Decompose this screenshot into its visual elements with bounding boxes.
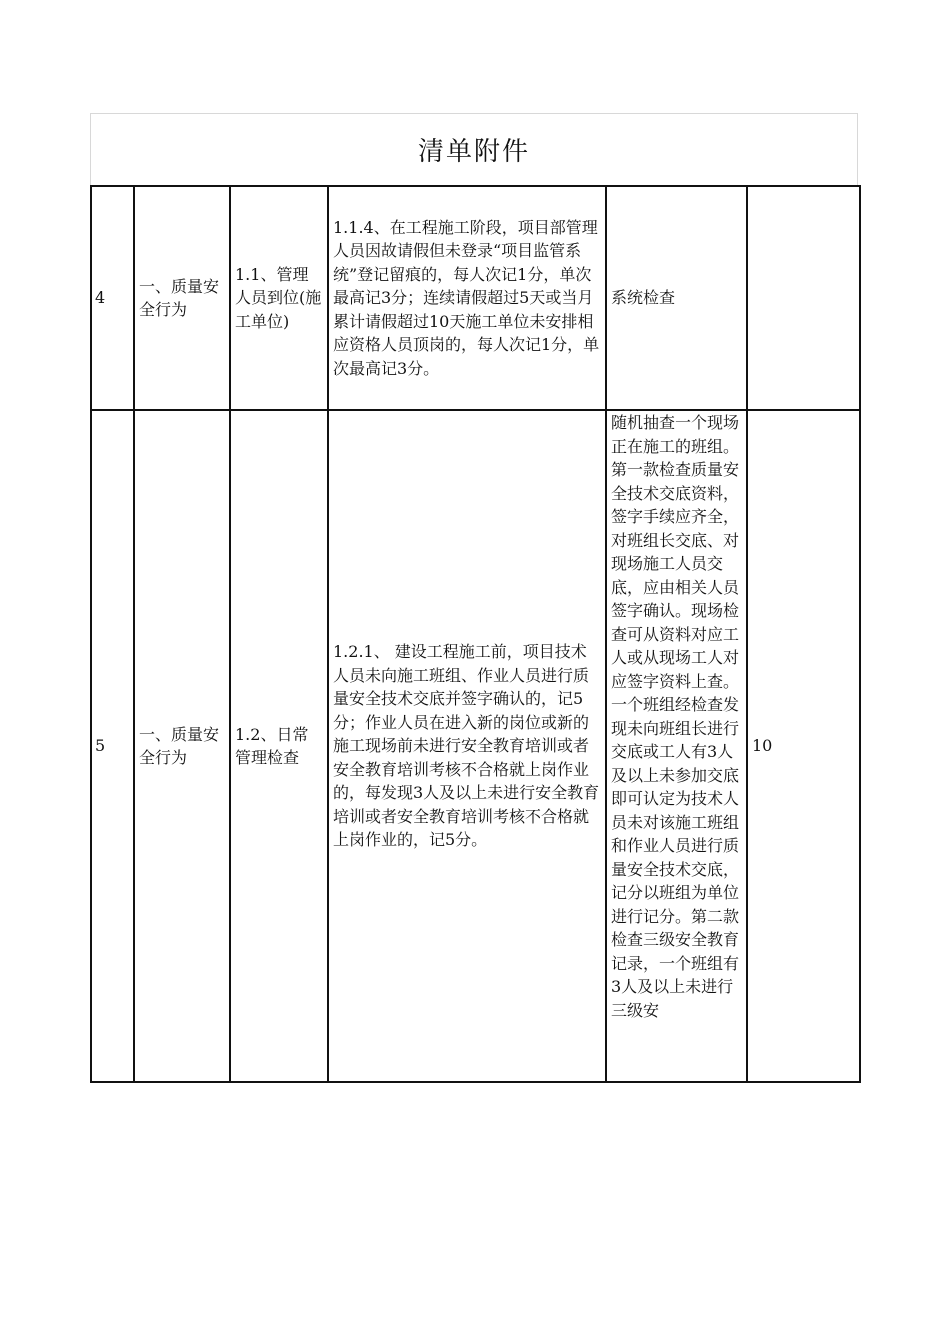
sheet-title: 清单附件: [90, 113, 858, 185]
table-row: [91, 186, 860, 410]
category-cell: 一、质量安全行为: [134, 186, 230, 410]
item-cell: 1.1、管理人员到位(施工单位): [230, 186, 328, 410]
method-cell: 系统检查: [606, 186, 747, 410]
row-number: 4: [91, 186, 134, 410]
checklist-table: [90, 185, 861, 1083]
table-row: [91, 410, 860, 1082]
item-cell: 1.2、日常管理检查: [230, 410, 328, 1082]
standard-cell: 1.1.4、在工程施工阶段，项目部管理人员因故请假但未登录“项目监管系统”登记留痕的，每人次记1分，单次最高记3分；连续请假超过5天或当月累计请假超过10天施工单位未安排相应资格人员顶岗的，每人次记1分，单次最高记3分。: [328, 186, 606, 410]
score-cell: [747, 186, 860, 410]
standard-cell: 1.2.1、 建设工程施工前，项目技术人员未向施工班组、作业人员进行质量安全技术交底并签字确认的，记5分；作业人员在进入新的岗位或新的施工现场前未进行安全教育培训或者安全教育培训考核不合格就上岗作业的，每发现3人及以上未进行安全教育培训或者安全教育培训考核不合格就上岗作业的，记5分。: [328, 410, 606, 1082]
method-cell: [606, 410, 747, 1082]
category-cell: 一、质量安全行为: [134, 410, 230, 1082]
method-text: 随机抽查一个现场正在施工的班组。第一款检查质量安全技术交底资料，签字手续应齐全，对班组长交底、对现场施工人员交底，应由相关人员签字确认。现场检查可从资料对应工人或从现场工人对应签字资料上查。一个班组经检查发现未向班组长进行交底或工人有3人及以上未参加交底即可认定为技术人员未对该施工班组和作业人员进行质量安全技术交底，记分以班组为单位进行记分。第二款检查三级安全教育记录，一个班组有3人及以上未进行三级安: [611, 413, 740, 1020]
score-cell: 10: [747, 410, 860, 1082]
row-number: 5: [91, 410, 134, 1082]
